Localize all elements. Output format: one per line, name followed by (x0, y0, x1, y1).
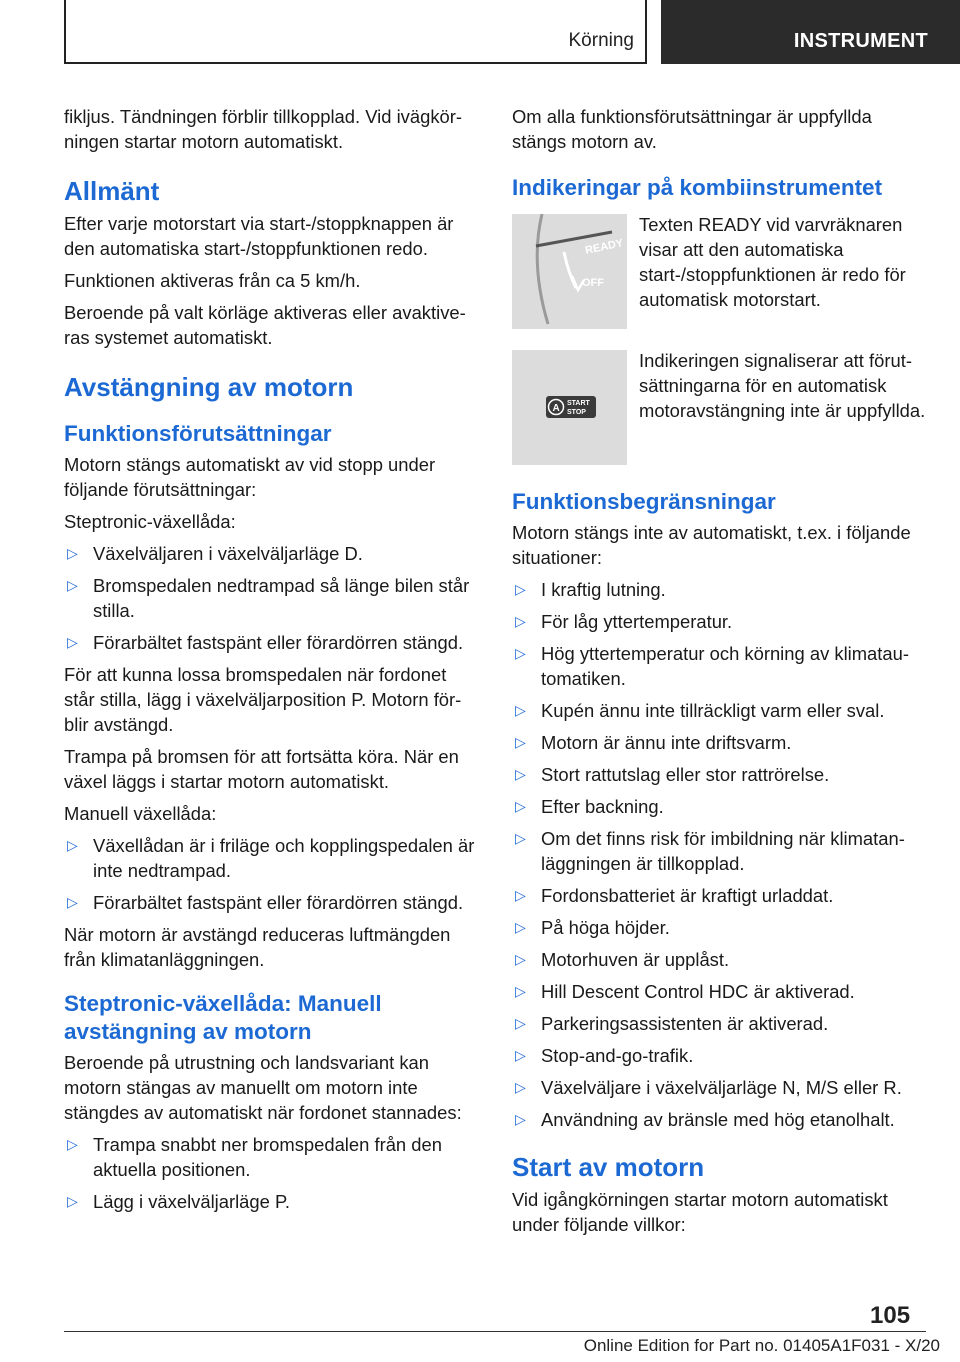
triangle-bullet-icon: ▷ (515, 734, 526, 750)
list-item: ▷ Parkeringsassistenten är aktiverad. (515, 1013, 829, 1034)
list-item: ▷ Trampa snabbt ner bromspedalen från den aktuella positionen. (67, 1134, 442, 1180)
paragraph: Vid igångkörningen startar motorn automatiskt under följande villkor: (512, 1189, 888, 1235)
triangle-bullet-icon: ▷ (67, 545, 78, 561)
triangle-bullet-icon: ▷ (67, 837, 78, 853)
gauge-off-label: OFF (582, 277, 604, 289)
list-item: ▷ Växelväljaren i växelväljarläge D. (67, 543, 363, 564)
list-item: ▷ Stop-and-go-trafik. (515, 1045, 694, 1066)
auto-start-stop-icon (512, 350, 627, 465)
triangle-bullet-icon: ▷ (515, 1111, 526, 1127)
indicator-ready-text: Texten READY vid varvräknaren visar att den automatiska start-/stoppfunktionen är redo för automatisk motorstart. (639, 214, 906, 310)
indicator-unavailable-text: Indikeringen signaliserar att förutsättningarna för en automatisk motoravstängning inte är uppfyllda. (639, 350, 926, 421)
header-chapter-tab: INSTRUMENT (661, 0, 960, 64)
list-item: ▷ Lägg i växelväljarläge P. (67, 1191, 290, 1212)
list-item: ▷ I kraftig lutning. (515, 579, 666, 600)
triangle-bullet-icon: ▷ (515, 983, 526, 999)
triangle-bullet-icon: ▷ (67, 1136, 78, 1152)
right-column (512, 104, 926, 1244)
list-item: ▷ Efter backning. (515, 796, 664, 817)
triangle-bullet-icon: ▷ (515, 798, 526, 814)
triangle-bullet-icon: ▷ (515, 887, 526, 903)
list-item: ▷ För låg yttertemperatur. (515, 611, 733, 632)
triangle-bullet-icon: ▷ (67, 634, 78, 650)
triangle-bullet-icon: ▷ (515, 1079, 526, 1095)
list-item: ▷ På höga höjder. (515, 917, 670, 938)
triangle-bullet-icon: ▷ (515, 645, 526, 661)
list-item: ▷ Förarbältet fastspänt eller förardörren stängd. (67, 632, 464, 653)
heading-manuell-avstangning: Steptronic-växellåda: Manuell avstängning av motorn (64, 991, 382, 1044)
list-item: ▷ Fordonsbatteriet är kraftigt urladdat. (515, 885, 834, 906)
paragraph: Steptronic-växellåda: (64, 511, 236, 532)
list-item: ▷ Motorn är ännu inte driftsvarm. (515, 732, 792, 753)
triangle-bullet-icon: ▷ (67, 1193, 78, 1209)
paragraph: Beroende på valt körläge aktiveras eller avaktiveras systemet automatiskt. (64, 302, 466, 348)
header-section: Körning (568, 30, 634, 51)
list-item: ▷ Kupén ännu inte tillräckligt varm eller sval. (515, 700, 885, 721)
triangle-bullet-icon: ▷ (67, 894, 78, 910)
triangle-bullet-icon: ▷ (67, 577, 78, 593)
heading-allmant: Allmänt (64, 176, 160, 206)
tachometer-ready-image (512, 214, 627, 329)
triangle-bullet-icon: ▷ (515, 581, 526, 597)
triangle-bullet-icon: ▷ (515, 702, 526, 718)
list-item: ▷ Förarbältet fastspänt eller förardörren stängd. (67, 892, 464, 913)
page-number: 105 (870, 1302, 911, 1329)
triangle-bullet-icon: ▷ (515, 766, 526, 782)
heading-funktionsforutsattningar: Funktionsförutsättningar (64, 421, 332, 446)
triangle-bullet-icon: ▷ (515, 830, 526, 846)
list-item: ▷ Bromspedalen nedtrampad så länge bilen står stilla. (67, 575, 470, 621)
intro-paragraph: fikljus. Tändningen förblir tillkopplad. Vid ivägkörningen startar motorn automatiskt. (64, 106, 462, 152)
badge-a-label: A (552, 403, 560, 414)
indicator-unavailable (512, 348, 926, 464)
badge-stop-label: STOP (567, 409, 586, 416)
paragraph: Trampa på bromsen för att fortsätta köra. När en växel läggs i startar motorn automatiskt. (64, 746, 459, 792)
heading-start-av-motorn: Start av motorn (512, 1152, 705, 1182)
paragraph: Efter varje motorstart via start-/stoppknappen är den automatiska start-/stoppfunktionen redo. (64, 213, 454, 259)
intro-paragraph: Om alla funktionsförutsättningar är uppfyllda stängs motorn av. (512, 106, 872, 152)
triangle-bullet-icon: ▷ (515, 613, 526, 629)
indicator-ready (512, 212, 926, 328)
heading-indikeringar: Indikeringar på kombiinstrumentet (512, 175, 883, 200)
list-item: ▷ Hill Descent Control HDC är aktiverad. (515, 981, 855, 1002)
list-item: ▷ Växellådan är i friläge och kopplingspedalen är inte nedtrampad. (67, 835, 475, 881)
heading-funktionsbegransningar: Funktionsbegränsningar (512, 489, 776, 514)
tachometer-icon (512, 214, 627, 329)
paragraph: Beroende på utrustning och landsvariant kan motorn stängas av manuellt om motorn inte stängdes av automatiskt när fordonet stannades: (64, 1052, 462, 1123)
paragraph: Funktionen aktiveras från ca 5 km/h. (64, 270, 361, 291)
bullet-list (64, 541, 476, 655)
paragraph: Manuell växellåda: (64, 803, 217, 824)
bullet-list (64, 1132, 476, 1214)
list-item: ▷ Om det finns risk för imbildning när klimatanläggningen är tillkopplad. (515, 828, 905, 874)
list-item: ▷ Hög yttertemperatur och körning av klimatautomatiken. (515, 643, 909, 689)
bullet-list (512, 577, 926, 1132)
triangle-bullet-icon: ▷ (515, 919, 526, 935)
list-item: ▷ Stort rattutslag eller stor rattrörelse. (515, 764, 830, 785)
badge-start-label: START (567, 400, 590, 407)
left-column (64, 104, 476, 1221)
footer-edition: Online Edition for Part no. 01405A1F031 - X/20 (583, 1336, 940, 1355)
triangle-bullet-icon: ▷ (515, 1015, 526, 1031)
list-item: ▷ Växelväljare i växelväljarläge N, M/S eller R. (515, 1077, 902, 1098)
heading-avstangning: Avstängning av motorn (64, 372, 354, 402)
paragraph: Motorn stängs inte av automatiskt, t.ex. i följande situationer: (512, 522, 911, 568)
paragraph: För att kunna lossa bromspedalen när fordonet står stilla, lägg i växelväljarposition P. Motorn förblir avstängd. (64, 664, 462, 735)
auto-start-stop-image (512, 350, 627, 465)
paragraph: När motorn är avstängd reduceras luftmängden från klimatanläggningen. (64, 924, 451, 970)
gauge-ready-label: READY (584, 237, 625, 257)
triangle-bullet-icon: ▷ (515, 1047, 526, 1063)
paragraph: Motorn stängs automatiskt av vid stopp under följande förutsättningar: (64, 454, 436, 500)
list-item: ▷ Motorhuven är upplåst. (515, 949, 730, 970)
triangle-bullet-icon: ▷ (515, 951, 526, 967)
bullet-list (64, 833, 476, 915)
footer-divider (64, 1331, 926, 1332)
list-item: ▷ Användning av bränsle med hög etanolhalt. (515, 1109, 895, 1130)
